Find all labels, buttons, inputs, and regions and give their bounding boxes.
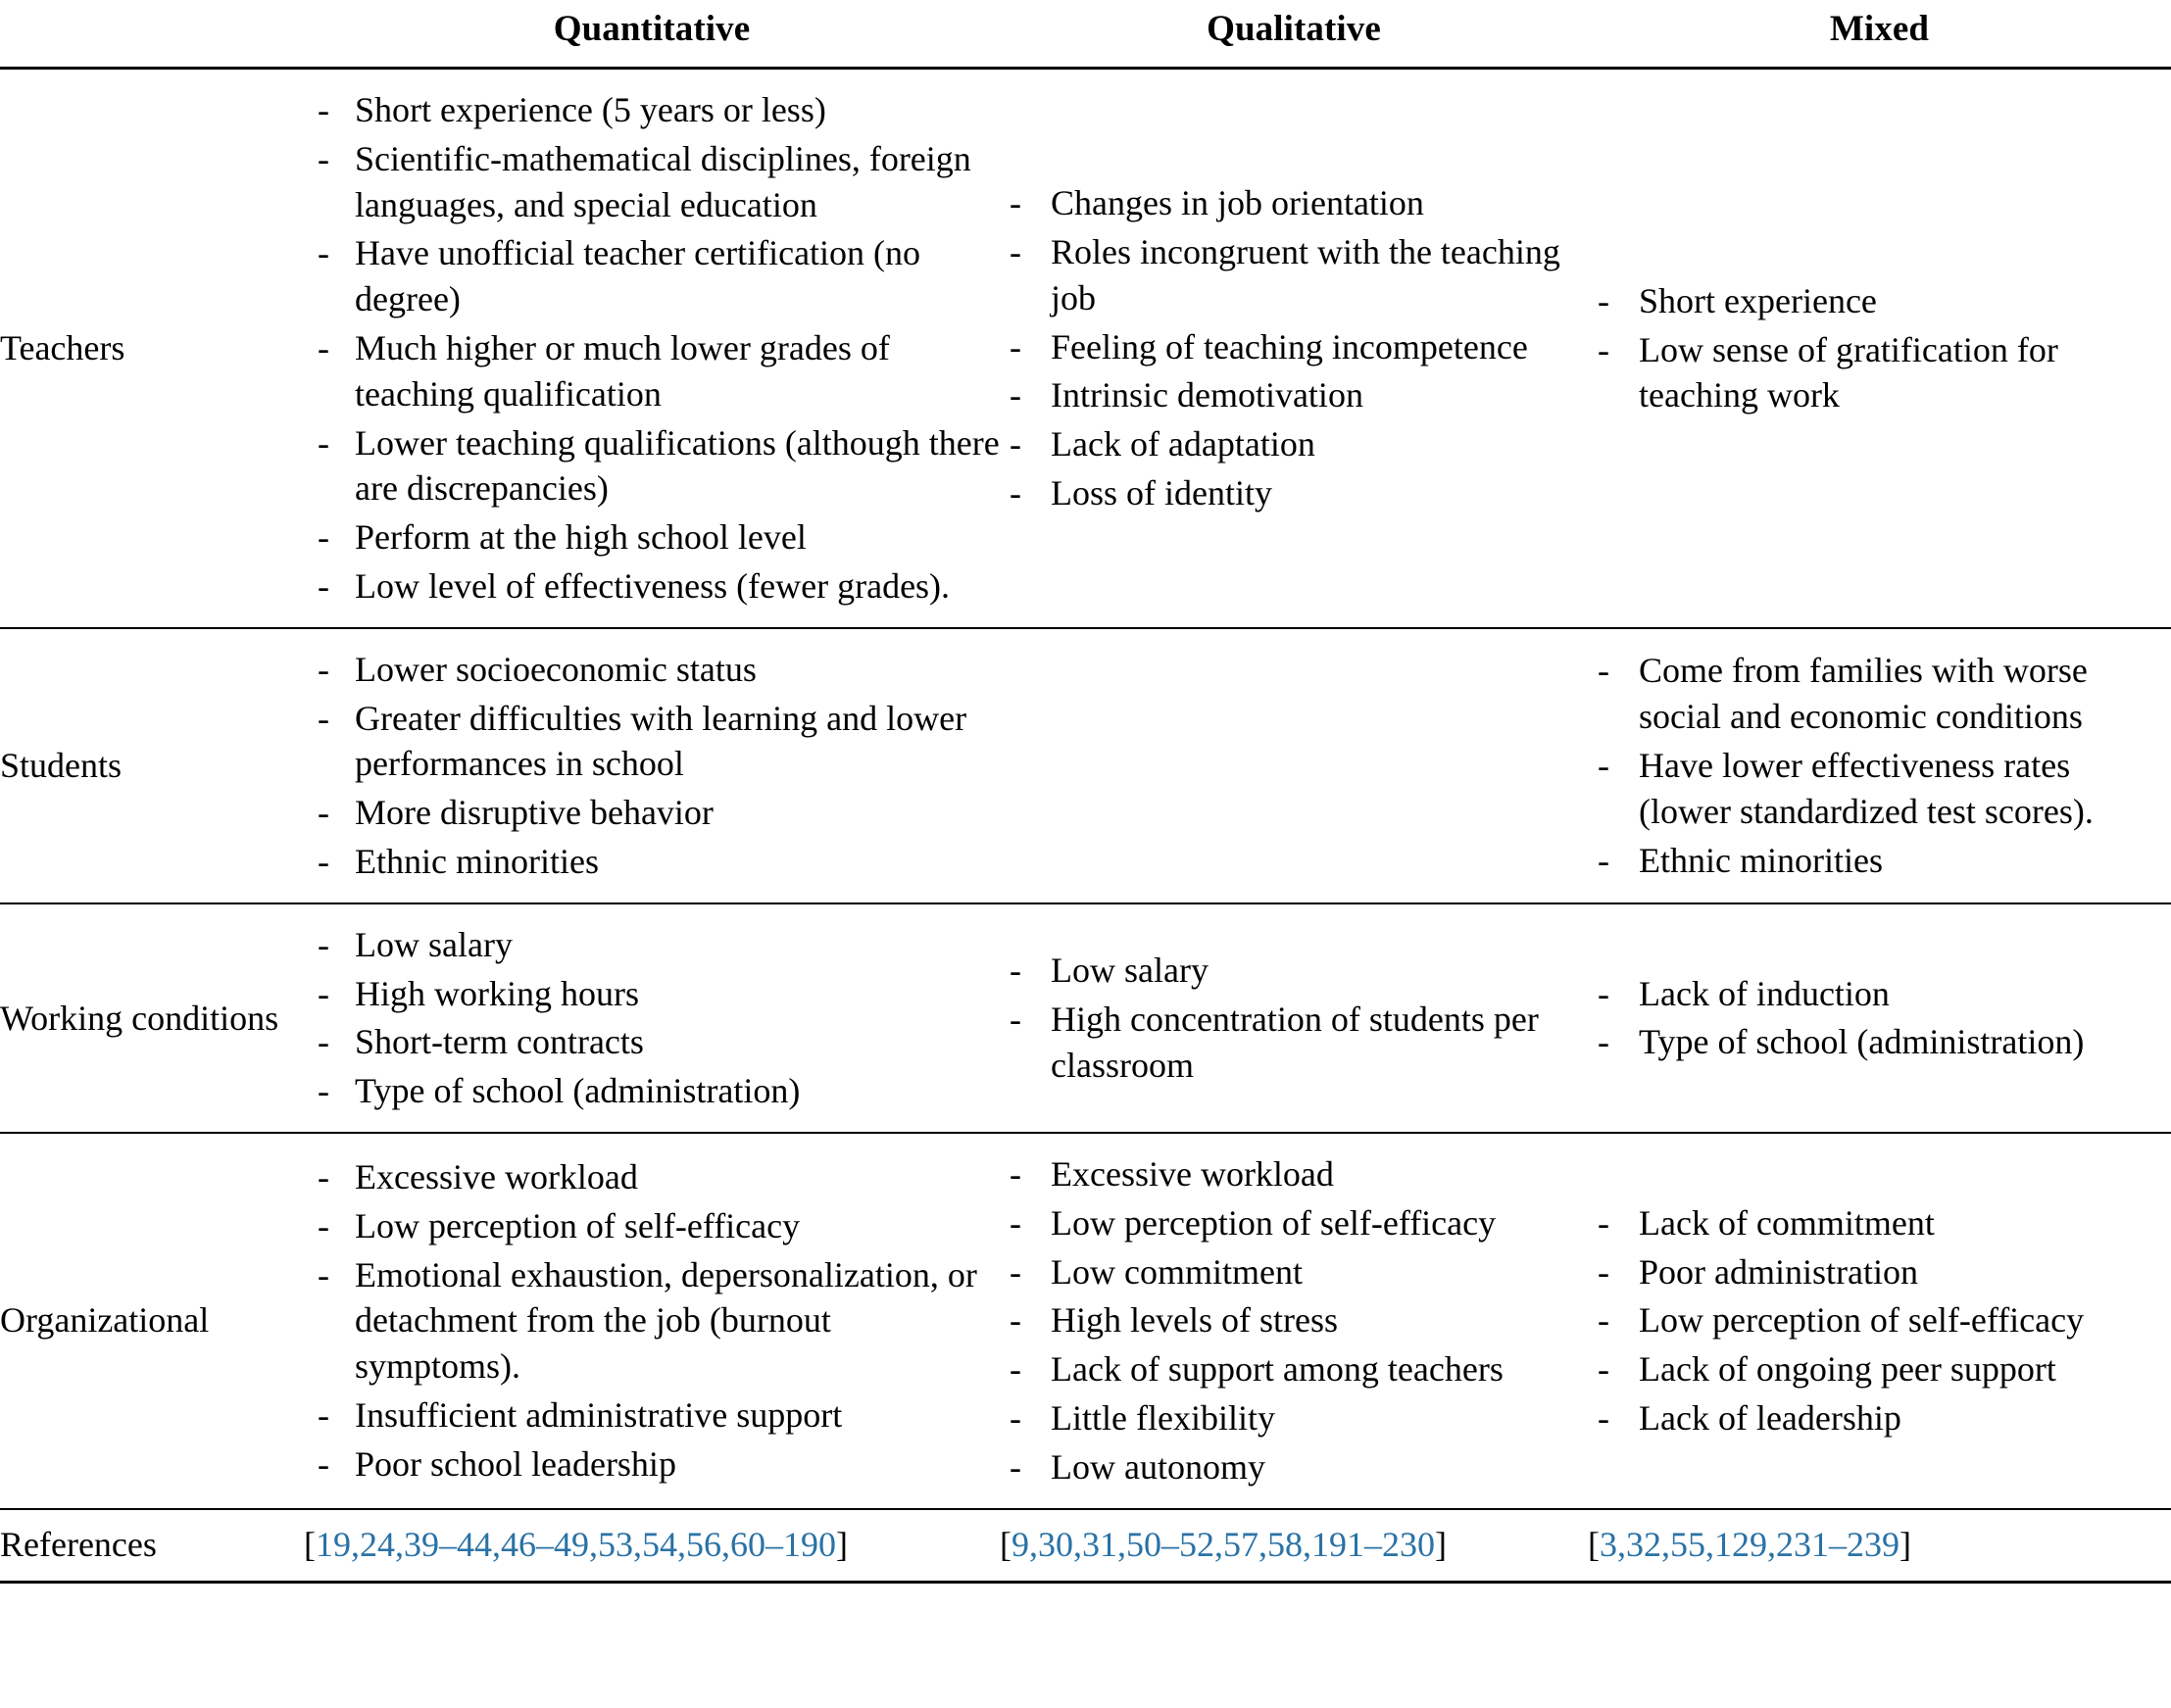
column-header-qualitative: Qualitative	[1207, 9, 1381, 49]
list-item-text: Lower socioeconomic status	[355, 649, 757, 689]
dash-bullet-icon: -	[318, 649, 329, 689]
list-item	[1000, 1346, 1588, 1392]
bullet-list	[1588, 278, 2171, 418]
bullet-list	[1000, 1151, 1588, 1490]
dash-bullet-icon: -	[318, 973, 329, 1013]
references-qualitative	[1000, 1509, 1588, 1583]
bracket-open: [	[1588, 1524, 1600, 1564]
list-item-text: High concentration of students per classroom	[1051, 1000, 1539, 1085]
list-item	[304, 1441, 1000, 1488]
list-item-text: Low autonomy	[1051, 1446, 1265, 1487]
column-header-quantitative: Quantitative	[553, 9, 751, 49]
table-row	[0, 1133, 2171, 1509]
header-row	[0, 0, 2171, 69]
list-item-text: Scientific-mathematical disciplines, foreign languages, and special education	[355, 138, 971, 224]
list-item-text: Type of school (administration)	[355, 1071, 801, 1111]
list-item-text: Insufficient administrative support	[355, 1395, 843, 1436]
cell-mixed	[1588, 903, 2171, 1133]
dash-bullet-icon: -	[1598, 745, 1609, 785]
dash-bullet-icon: -	[318, 698, 329, 738]
list-item-text: Lack of commitment	[1639, 1202, 1935, 1243]
dash-bullet-icon: -	[1010, 1446, 1021, 1487]
column-header-mixed: Mixed	[1829, 9, 1930, 49]
list-item	[304, 230, 1000, 322]
list-item	[1000, 997, 1588, 1089]
dash-bullet-icon: -	[318, 90, 329, 130]
list-item	[304, 1203, 1000, 1249]
cell-quantitative	[304, 903, 1000, 1133]
cell-qualitative	[1000, 69, 1588, 628]
dash-bullet-icon: -	[1598, 973, 1609, 1013]
list-item	[1000, 180, 1588, 226]
list-item-text: Poor administration	[1639, 1251, 1918, 1292]
bracket-close: ]	[1900, 1524, 1911, 1564]
list-item-text: Short experience (5 years or less)	[355, 90, 826, 130]
cell-mixed	[1588, 628, 2171, 903]
list-item	[1000, 1444, 1588, 1490]
list-item	[1588, 1297, 2171, 1343]
dash-bullet-icon: -	[1010, 183, 1021, 223]
dash-bullet-icon: -	[1598, 1300, 1609, 1341]
list-item-text: Have lower effectiveness rates (lower standardized test scores).	[1639, 745, 2094, 831]
row-label: Working conditions	[0, 998, 279, 1038]
dash-bullet-icon: -	[1010, 951, 1021, 991]
list-item-text: Excessive workload	[1051, 1154, 1334, 1195]
list-item	[1000, 948, 1588, 994]
list-item-text: Low perception of self-efficacy	[355, 1205, 801, 1245]
dash-bullet-icon: -	[318, 138, 329, 178]
bullet-list	[304, 922, 1000, 1114]
bullet-list	[1588, 971, 2171, 1066]
table-row	[0, 628, 2171, 903]
list-item-text: Lack of induction	[1639, 973, 1890, 1013]
dash-bullet-icon: -	[1598, 1022, 1609, 1062]
list-item	[304, 1019, 1000, 1065]
list-item	[1588, 327, 2171, 419]
list-item-text: Come from families with worse social and economic conditions	[1639, 651, 2088, 737]
list-item-text: Excessive workload	[355, 1157, 638, 1197]
list-item-text: Low sense of gratification for teaching work	[1639, 329, 2058, 415]
list-item	[1000, 1297, 1588, 1343]
list-item	[1000, 1249, 1588, 1295]
column-header-blank	[0, 0, 304, 69]
bracket-close: ]	[836, 1524, 848, 1564]
dash-bullet-icon: -	[318, 1205, 329, 1245]
list-item-text: Perform at the high school level	[355, 517, 807, 558]
citation-numbers[interactable]: 9,30,31,50–52,57,58,191–230	[1011, 1524, 1435, 1564]
dash-bullet-icon: -	[1010, 1398, 1021, 1439]
dash-bullet-icon: -	[1010, 375, 1021, 415]
dash-bullet-icon: -	[318, 793, 329, 833]
list-item	[304, 1068, 1000, 1114]
dash-bullet-icon: -	[1598, 840, 1609, 880]
list-item-text: Low salary	[355, 924, 513, 964]
list-item	[304, 563, 1000, 610]
dash-bullet-icon: -	[1010, 424, 1021, 464]
list-item	[1000, 470, 1588, 516]
row-label: Teachers	[0, 328, 125, 368]
cell-mixed	[1588, 1133, 2171, 1509]
dash-bullet-icon: -	[318, 924, 329, 964]
dash-bullet-icon: -	[1010, 326, 1021, 366]
list-item	[1588, 743, 2171, 835]
list-item-text: Ethnic minorities	[355, 842, 599, 882]
list-item	[1000, 421, 1588, 467]
list-item-text: Roles incongruent with the teaching job	[1051, 231, 1560, 317]
dash-bullet-icon: -	[1598, 1398, 1609, 1439]
dash-bullet-icon: -	[318, 1395, 329, 1436]
list-item	[1588, 838, 2171, 884]
bracket-close: ]	[1435, 1524, 1447, 1564]
cell-quantitative	[304, 628, 1000, 903]
dash-bullet-icon: -	[1010, 1349, 1021, 1390]
dash-bullet-icon: -	[1010, 1000, 1021, 1040]
list-item	[304, 1392, 1000, 1439]
list-item-text: Ethnic minorities	[1639, 840, 1883, 880]
list-item-text: High working hours	[355, 973, 639, 1013]
list-item	[304, 325, 1000, 417]
cell-qualitative	[1000, 1133, 1588, 1509]
list-item-text: Type of school (administration)	[1639, 1022, 2085, 1062]
list-item	[304, 790, 1000, 836]
list-item-text: Low commitment	[1051, 1251, 1303, 1292]
list-item	[1588, 1346, 2171, 1392]
table-header	[0, 0, 2171, 69]
list-item	[1588, 648, 2171, 740]
bullet-list	[1000, 180, 1588, 516]
citation-numbers[interactable]: 3,32,55,129,231–239	[1600, 1524, 1900, 1564]
list-item-text: Little flexibility	[1051, 1398, 1275, 1439]
list-item	[304, 971, 1000, 1017]
list-item	[304, 1252, 1000, 1390]
dash-bullet-icon: -	[1598, 651, 1609, 691]
dash-bullet-icon: -	[1598, 1349, 1609, 1390]
list-item	[1000, 1151, 1588, 1197]
list-item-text: Low perception of self-efficacy	[1051, 1202, 1497, 1243]
bullet-list	[1588, 648, 2171, 883]
list-item-text: Lack of support among teachers	[1051, 1349, 1504, 1390]
list-item-text: Feeling of teaching incompetence	[1051, 326, 1528, 366]
bullet-list	[1000, 948, 1588, 1088]
cell-quantitative	[304, 1133, 1000, 1509]
dash-bullet-icon: -	[1598, 329, 1609, 369]
list-item-text: Short experience	[1639, 280, 1877, 320]
dash-bullet-icon: -	[1010, 472, 1021, 512]
list-item	[304, 696, 1000, 788]
dash-bullet-icon: -	[1010, 1300, 1021, 1341]
bullet-list	[304, 1154, 1000, 1488]
bullet-list	[1588, 1200, 2171, 1441]
list-item-text: Poor school leadership	[355, 1443, 676, 1484]
dash-bullet-icon: -	[318, 422, 329, 463]
list-item-text: Have unofficial teacher certification (no degree)	[355, 233, 921, 319]
list-item-text: Low perception of self-efficacy	[1639, 1300, 2085, 1341]
dash-bullet-icon: -	[318, 233, 329, 273]
citation-numbers[interactable]: 19,24,39–44,46–49,53,54,56,60–190	[316, 1524, 836, 1564]
table-row	[0, 903, 2171, 1133]
dash-bullet-icon: -	[318, 1254, 329, 1294]
list-item-text: Lack of leadership	[1639, 1398, 1901, 1439]
list-item	[1588, 1019, 2171, 1065]
list-item	[304, 1154, 1000, 1200]
references-mixed	[1588, 1509, 2171, 1583]
bullet-list	[304, 647, 1000, 885]
table-body	[0, 69, 2171, 1583]
bracket-open: [	[304, 1524, 316, 1564]
bracket-open: [	[1000, 1524, 1011, 1564]
list-item-text: Short-term contracts	[355, 1022, 644, 1062]
bullet-list	[304, 87, 1000, 610]
references-row	[0, 1509, 2171, 1583]
list-item-text: Intrinsic demotivation	[1051, 375, 1363, 415]
list-item	[304, 420, 1000, 512]
cell-qualitative	[1000, 628, 1588, 903]
list-item	[1000, 1395, 1588, 1441]
dash-bullet-icon: -	[1010, 1202, 1021, 1243]
dash-bullet-icon: -	[1010, 231, 1021, 271]
list-item	[1000, 1200, 1588, 1246]
dash-bullet-icon: -	[318, 328, 329, 368]
list-item-text: Lack of ongoing peer support	[1639, 1349, 2056, 1390]
dash-bullet-icon: -	[1010, 1251, 1021, 1292]
dash-bullet-icon: -	[1598, 1202, 1609, 1243]
list-item-text: More disruptive behavior	[355, 793, 714, 833]
list-item-text: Emotional exhaustion, depersonalization, or detachment from the job (burnout symptoms).	[355, 1254, 977, 1387]
references-quantitative	[304, 1509, 1000, 1583]
list-item	[1588, 971, 2171, 1017]
list-item	[1588, 1249, 2171, 1295]
dash-bullet-icon: -	[318, 1157, 329, 1197]
dash-bullet-icon: -	[318, 1071, 329, 1111]
list-item-text: Low salary	[1051, 951, 1209, 991]
list-item	[1588, 278, 2171, 324]
list-item-text: Low level of effectiveness (fewer grades).	[355, 566, 951, 607]
cell-qualitative	[1000, 903, 1588, 1133]
list-item	[304, 839, 1000, 885]
list-item	[304, 514, 1000, 561]
references-label: References	[0, 1524, 157, 1564]
list-item-text: Much higher or much lower grades of teaching qualification	[355, 328, 890, 414]
list-item	[1000, 372, 1588, 418]
list-item-text: Loss of identity	[1051, 472, 1272, 512]
list-item	[1588, 1200, 2171, 1246]
dash-bullet-icon: -	[1010, 1154, 1021, 1195]
dash-bullet-icon: -	[1598, 1251, 1609, 1292]
list-item-text: Greater difficulties with learning and lower performances in school	[355, 698, 967, 784]
list-item-text: Lack of adaptation	[1051, 424, 1315, 464]
row-label: Students	[0, 745, 123, 785]
dash-bullet-icon: -	[318, 517, 329, 558]
cell-mixed	[1588, 69, 2171, 628]
list-item	[1000, 324, 1588, 370]
list-item-text: Changes in job orientation	[1051, 183, 1424, 223]
list-item	[304, 922, 1000, 968]
list-item	[304, 87, 1000, 133]
list-item-text: Lower teaching qualifications (although there are discrepancies)	[355, 422, 1000, 509]
table-row	[0, 69, 2171, 628]
dash-bullet-icon: -	[1598, 280, 1609, 320]
list-item	[304, 136, 1000, 228]
dash-bullet-icon: -	[318, 566, 329, 607]
dash-bullet-icon: -	[318, 1443, 329, 1484]
row-label: Organizational	[0, 1300, 210, 1341]
list-item	[1588, 1395, 2171, 1441]
list-item	[304, 647, 1000, 693]
cell-quantitative	[304, 69, 1000, 628]
list-item-text: High levels of stress	[1051, 1300, 1338, 1341]
dash-bullet-icon: -	[318, 1022, 329, 1062]
list-item	[1000, 229, 1588, 321]
dash-bullet-icon: -	[318, 842, 329, 882]
